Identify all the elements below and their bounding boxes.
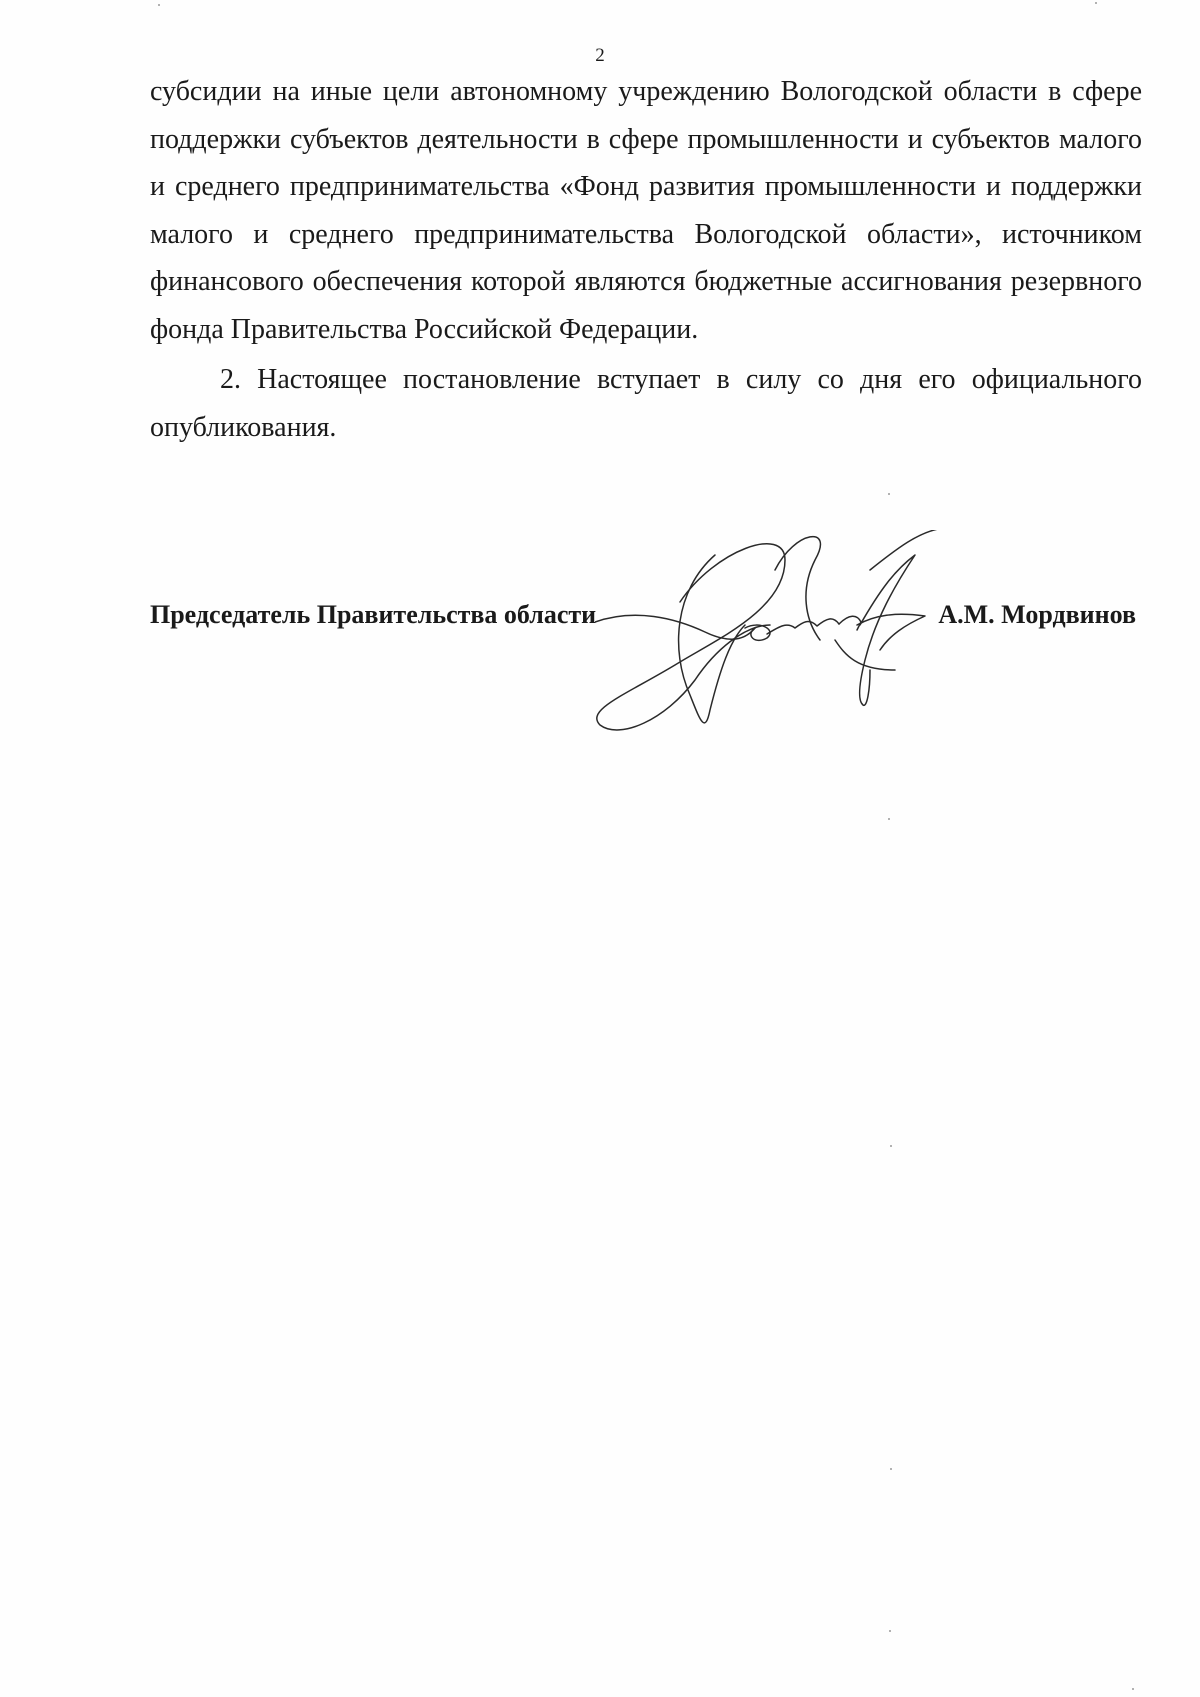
signatory-name: А.М. Мордвинов [938,600,1136,629]
document-body [150,68,1142,451]
paragraph-continuation: субсидии на иные цели автономному учреждению Вологодской области в сфере поддержки субъектов деятельности в сфере промышленности и субъектов малого и среднего предпринимательства «Фонд развития промышленности и поддержки малого и среднего предпринимательства Вологодской области», источником финансового обеспечения которой являются бюджетные ассигнования резервного фонда Правительства Российской Федерации. [150,76,1142,345]
scan-speck [1132,1688,1134,1690]
scan-speck [890,1468,892,1470]
page-number: 2 [595,45,605,66]
scan-speck [889,1630,891,1632]
paragraph-item-2: 2. Настоящее постановление вступает в силу со дня его официального опубликования. [150,364,1142,443]
handwritten-signature-icon [595,530,955,740]
scan-speck [888,818,890,820]
scan-speck [158,4,160,6]
scan-speck [888,493,890,495]
signatory-title: Председатель Правительства области [150,600,597,629]
scan-speck [890,1145,892,1147]
scan-speck [1095,2,1097,4]
